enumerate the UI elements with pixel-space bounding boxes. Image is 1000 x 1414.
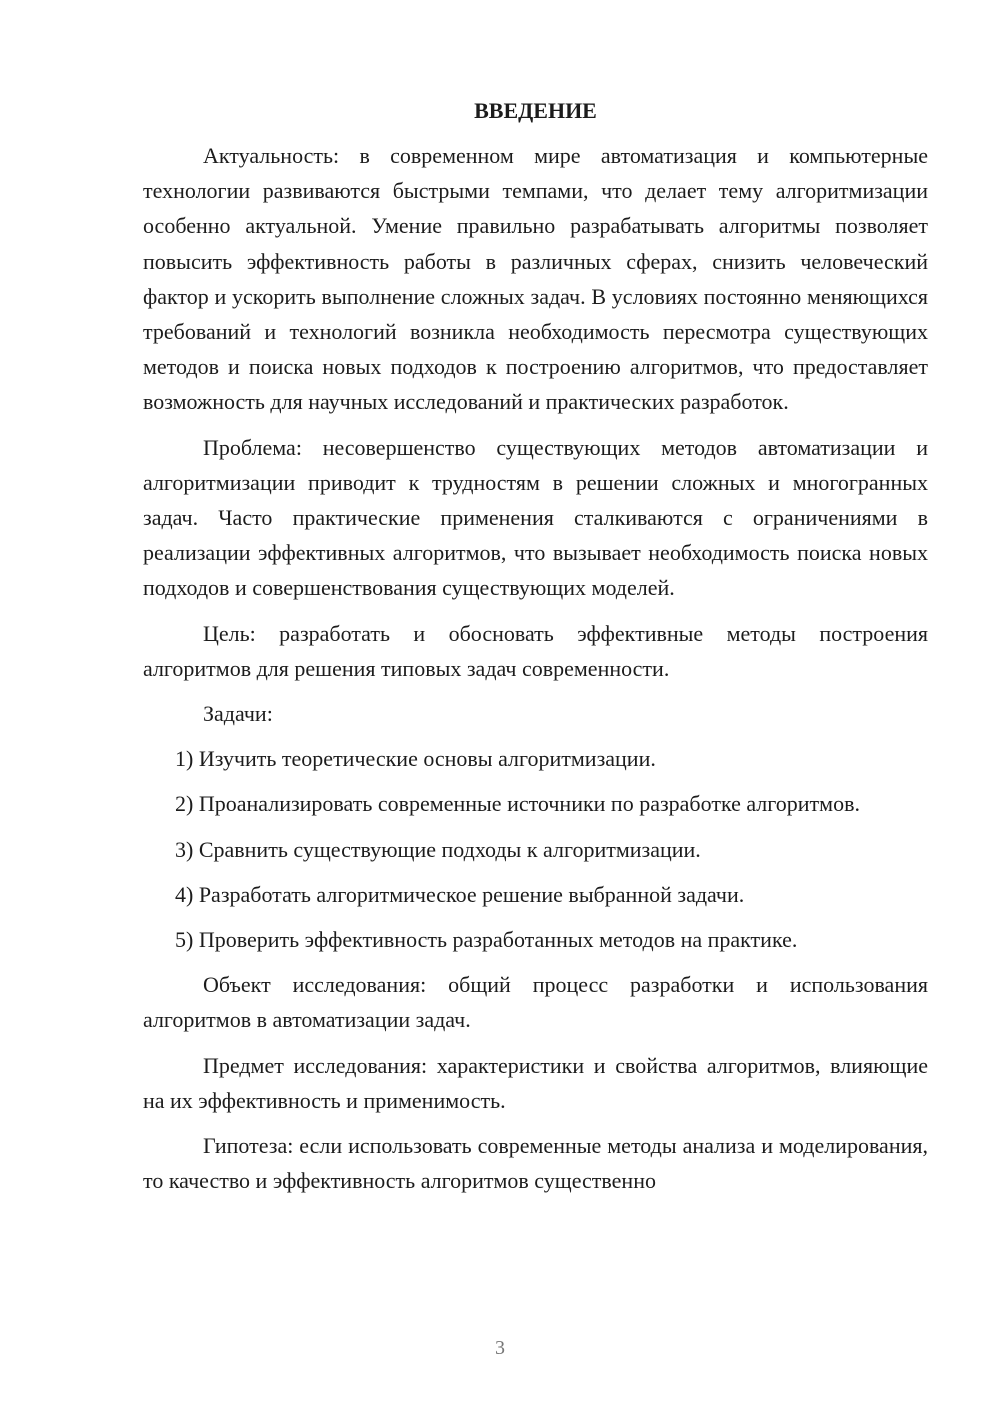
page-content	[143, 93, 928, 1198]
task-item-4: 4) Разработать алгоритмическое решение выбранной задачи.	[175, 881, 745, 907]
paragraph-problem: Проблема: несовершенство существующих методов автоматизации и алгоритмизации приводит к трудностям в решении сложных и многогранных задач. Часто практические применения сталкиваются с ограничениями в реализации эффективных алгоритмов, что вызывает необходимость поиска новых подходов и совершенствования существующих моделей.	[143, 434, 928, 601]
paragraph-object: Объект исследования: общий процесс разработки и использования алгоритмов в автоматизации задач.	[143, 972, 928, 1033]
paragraph-goal: Цель: разработать и обосновать эффективные методы построения алгоритмов для решения типовых задач современности.	[143, 620, 928, 681]
page-title: ВВЕДЕНИЕ	[474, 98, 597, 123]
paragraph-subject: Предмет исследования: характеристики и свойства алгоритмов, влияющие на их эффективность и применимость.	[143, 1052, 928, 1113]
paragraph-hypothesis: Гипотеза: если использовать современные методы анализа и моделирования, то качество и эффективность алгоритмов существенно	[143, 1133, 928, 1194]
paragraph-relevance: Актуальность: в современном мире автоматизация и компьютерные технологии развиваются быстрыми темпами, что делает тему алгоритмизации особенно актуальной. Умение правильно разрабатывать алгоритмы позволяет повысить эффективность работы в различных сферах, снизить человеческий фактор и ускорить выполнение сложных задач. В условиях постоянно меняющихся требований и технологий возникла необходимость пересмотра существующих методов и поиска новых подходов к построению алгоритмов, что предоставляет возможность для научных исследований и практических разработок.	[143, 143, 928, 415]
page-number: 3	[495, 1337, 505, 1359]
task-item-1: 1) Изучить теоретические основы алгоритмизации.	[175, 746, 656, 772]
tasks-heading: Задачи:	[203, 701, 273, 727]
task-item-2: 2) Проанализировать современные источники по разработке алгоритмов.	[175, 791, 860, 817]
task-item-5: 5) Проверить эффективность разработанных методов на практике.	[175, 927, 798, 953]
task-item-3: 3) Сравнить существующие подходы к алгоритмизации.	[175, 836, 701, 862]
